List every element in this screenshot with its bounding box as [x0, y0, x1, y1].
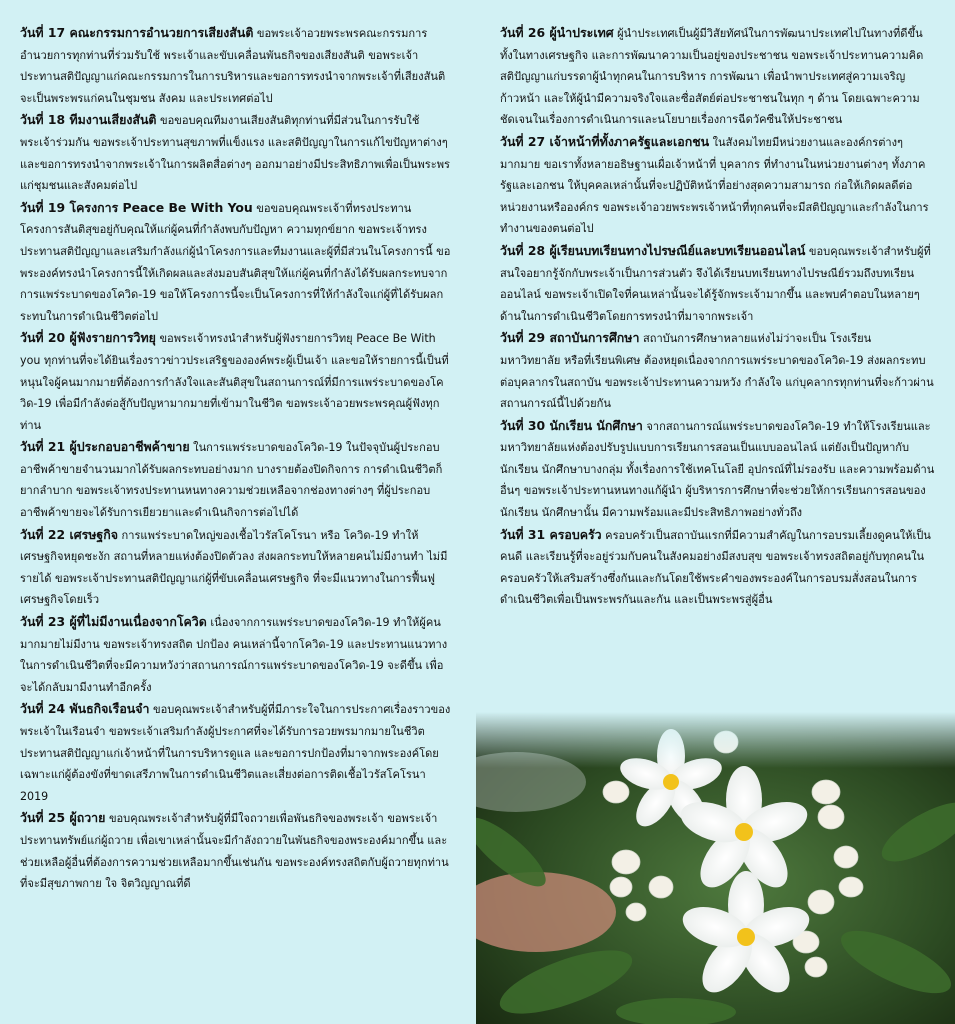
prayer-entry-23 [20, 611, 452, 698]
entry-heading: วันที่ 17 คณะกรรมการอำนวยการเสียงสันติ [20, 25, 254, 40]
prayer-entry-30 [500, 415, 935, 524]
prayer-entry-17 [20, 22, 452, 109]
entry-heading: วันที่ 24 พันธกิจเรือนจำ [20, 701, 150, 717]
entry-text: ครอบครัวเป็นสถาบันแรกที่มีความสำคัญในการอบรมเลี้ยงดูคนให้เป็นคนดี และเรียนรู้ที่จะอยู่ร่วมกับคนในสังคมอย่างมีสงบสุข ขอพระเจ้าทรงสถิตอยู่กับทุกคนในครอบครัวให้เสริมสร้างซึ่งกันและกันโดยใช้พระคำของพระองค์ในการอบรมสั่งสอนในการดำเนินชีวิตเพื่อเป็นพระพรกันและกัน และเป็นพระพรสู่ผู้อื่น [500, 528, 931, 607]
entry-heading: วันที่ 28 ผู้เรียนบทเรียนทางไปรษณีย์และบทเรียนออนไลน์ [500, 242, 806, 258]
entry-text: ผู้นำประเทศเป็นผู้มีวิสัยทัศน์ในการพัฒนาประเทศไปในทางที่ดีขึ้น ทั้งในทางเศรษฐกิจ และการพัฒนาความเป็นอยู่ของประชาชน ขอพระเจ้าประทานความคิด สติปัญญาแก่บรรดาผู้นำทุกคนในการบริหาร การพัฒนา เพื่อนำพาประเทศสู่ความเจริญก้าวหน้า และให้ผู้นำมีความจริงใจและซื่อสัตย์ต่อประชาชนในทุก ๆ ด้าน โดยเฉพาะความชัดเจนในเรื่องการดำเนินการและนโยบายเรื่องการฉีดวัคซีนให้ประชาชน [500, 27, 924, 127]
entry-text: ขอบคุณพระเจ้าสำหรับผู้ที่มีภาระใจในการประกาศเรื่องราวของพระเจ้าในเรือนจำ ขอพระเจ้าเสริมกำลังผู้ประกาศที่จะได้รับการอวยพรมากมายในชีวิต ประทานสติปัญญาแก่เจ้าหน้าที่ในการบริหารดูแล และขอการปกป้องที่มาจากพระองค์โดยเฉพาะแก่ผู้ต้องขังที่ขาดเสรีภาพในการดำเนินชีวิตและเสี่ยงต่อการติดเชื้อไวรัสโคโรนา 2019 [20, 703, 451, 803]
white-flowers-photo [476, 712, 955, 1024]
prayer-entry-19 [20, 197, 452, 328]
entry-heading: วันที่ 21 ผู้ประกอบอาชีพค้าขาย [20, 439, 190, 455]
entry-heading: วันที่ 18 ทีมงานเสียงสันติ [20, 112, 157, 128]
entry-heading: วันที่ 22 เศรษฐกิจ [20, 526, 118, 542]
entry-text: ขอบคุณพระเจ้าสำหรับผู้ที่สนใจอยากรู้จักกับพระเจ้าเป็นการส่วนตัว จึงได้เรียนบทเรียนทางไปรษณีย์รวมถึงบทเรียนออนไลน์ ขอพระเจ้าเปิดใจที่คนเหล่านั้นจะได้รู้จักพระเจ้ามากขึ้น และพบคำตอบในหลายๆ ด้านในการดำเนินชีวิตโดยการทรงนำที่มาจากพระเจ้า [500, 244, 931, 323]
right-column [500, 22, 935, 611]
entry-heading: วันที่ 26 ผู้นำประเทศ [500, 25, 614, 40]
prayer-entry-29 [500, 327, 935, 414]
entry-text: ขอขอบคุณพระเจ้าที่ทรงประทานโครงการสันติสุขอยู่กับคุณให้แก่ผู้คนที่กำลังพบกับปัญหา ความทุกข์ยาก ขอพระเจ้าทรงประทานสติปัญญาและเสริมกำลังแก่ผู้นำโครงการและทีมงานและผู้ที่มีส่วนในโครงการนี้ ขอพระองค์ทรงนำโครงการนี้ให้เกิดผลและส่งมอบสันติสุขให้แก่ผู้คนที่กำลังได้รับผลกระทบจากการแพร่ระบาดของโควิด-19 ขอให้โครงการนี้จะเป็นโครงการที่ให้กำลังใจแก่ผู้ที่ได้รับผลกระทบในการดำเนินชีวิตต่อไป [20, 201, 451, 323]
entry-heading: วันที่ 31 ครอบครัว [500, 526, 602, 542]
entry-heading: วันที่ 27 เจ้าหน้าที่ทั้งภาครัฐและเอกชน [500, 133, 710, 149]
entry-heading: วันที่ 29 สถาบันการศึกษา [500, 330, 640, 346]
entry-text: การแพร่ระบาดใหญ่ของเชื้อไวรัสโคโรนา หรือ โควิด-19 ทำให้เศรษฐกิจหยุดชะงัก สถานที่หลายแห่งต้องปิดตัวลง ส่งผลกระทบให้หลายคนไม่มีงานทำ ไม่มีรายได้ ขอพระเจ้าประทานสติปัญญาแก่ผู้ที่ขับเคลื่อนเศรษฐกิจ ที่จะมีแนวทางในการฟื้นฟูเศรษฐกิจโดยเร็ว [20, 528, 448, 607]
prayer-entry-24 [20, 698, 452, 807]
left-column [20, 22, 452, 895]
entry-text: ขอบคุณพระเจ้าสำหรับผู้ที่มีใจถวายเพื่อพันธกิจของพระเจ้า ขอพระเจ้าประทานทรัพย์แก่ผู้ถวาย เพื่อเขาเหล่านั้นจะมีกำลังถวายในพันธกิจของพระองค์มากขึ้น และช่วยเหลือผู้อื่นที่ต้องการความช่วยเหลือมากขึ้นเช่นกัน ขอพระองค์ทรงสถิตกับผู้ถวายทุกท่านที่จะมีสุขภาพกาย ใจ จิตวิญญาณที่ดี [20, 812, 449, 891]
flowers-illustration [476, 712, 955, 1024]
entry-heading: วันที่ 25 ผู้ถวาย [20, 810, 106, 826]
entry-text: จากสถานการณ์แพร่ระบาดของโควิด-19 ทำให้โรงเรียนและมหาวิทยาลัยแห่งต้องปรับรูปแบบการเรียนการสอนเป็นแบบออนไลน์ แต่ยังเป็นปัญหากับนักเรียน นักศึกษาบางกลุ่ม ทั้งเรื่องการใช้เทคโนโลยี อุปกรณ์ที่ไม่รองรับ และความพร้อมด้านอื่นๆ ขอพระเจ้าประทานหนทางแก้ผู้นำ ผู้บริหารการศึกษาที่จะช่วยให้การเรียนการสอนของนักเรียน นักศึกษานั้น มีความพร้อมและมีประสิทธิภาพอย่างทั่วถึง [500, 419, 935, 520]
entry-heading: วันที่ 30 นักเรียน นักศึกษา [500, 417, 643, 433]
entry-text: สถาบันการศึกษาหลายแห่งไม่ว่าจะเป็น โรงเรียน มหาวิทยาลัย หรือที่เรียนพิเศษ ต้องหยุดเนื่องจากการแพร่ระบาดของโควิด-19 ส่งผลกระทบต่อบุคลากรในสถาบัน ขอพระเจ้าประทานความหวัง กำลังใจ แก่บุคลากรทุกท่านที่จะก้าวผ่านสถานการณ์นี้ไปด้วยกัน [500, 332, 934, 411]
entry-text: ขอพระเจ้าทรงนำสำหรับผู้ฟังรายการวิทยุ Peace Be With you ทุกท่านที่จะได้ยินเรื่องราวข่าวประเสริฐขององค์พระผู้เป็นเจ้า และขอให้รายการนี้เป็นที่หนุนใจผู้คนมากมายที่ต้องการกำลังใจและสันติสุขในสถานการณ์ที่มีการแพร่ระบาดของโควิด-19 เพื่อมีกำลังต่อสู้กับปัญหามากมายที่เข้ามาในชีวิต ขอพระเจ้าอวยพระพรคุณผู้ฟังทุกท่าน [20, 332, 449, 432]
prayer-entry-18 [20, 109, 452, 196]
prayer-entry-28 [500, 240, 935, 327]
prayer-entry-20 [20, 327, 452, 436]
entry-heading: วันที่ 23 ผู้ที่ไม่มีงานเนื่องจากโควิด [20, 614, 207, 630]
entry-text: ในการแพร่ระบาดของโควิด-19 ในปัจจุบันผู้ประกอบอาชีพค้าขายจำนวนมากได้รับผลกระทบอย่างมาก บางรายต้องปิดกิจการ การดำเนินชีวิตก็ยากลำบาก ขอพระเจ้าทรงประทานหนทางความช่วยเหลือจากช่องทางต่างๆ ที่ผู้ประกอบอาชีพค้าขายจะได้รับการเยียวยาและดำเนินกิจการต่อไปได้ [20, 441, 443, 520]
entry-text: เนื่องจากการแพร่ระบาดของโควิด-19 ทำให้ผู้คนมากมายไม่มีงาน ขอพระเจ้าทรงสถิต ปกป้อง คนเหล่านี้จากโควิด-19 และประทานแนวทางในการดำเนินชีวิตที่จะมีความหวังว่าสถานการณ์การแพร่ระบาดของโควิด-19 จะดีขึ้น เพื่อจะได้กลับมามีงานทำอีกครั้ง [20, 616, 448, 694]
entry-text: ขอพระเจ้าอวยพระพรคณะกรรมการอำนวยการทุกท่านที่ร่วมรับใช้ พระเจ้าและขับเคลื่อนพันธกิจของเสียงสันติ ขอพระเจ้าประทานสติปัญญาแก่คณะกรรมการในการบริหารและขอการทรงนำจากพระเจ้าที่เสียงสันติจะเป็นพระพรแก่คนในชุมชน สังคม และประเทศต่อไป [20, 27, 446, 105]
prayer-entry-21 [20, 436, 452, 523]
prayer-entry-26 [500, 22, 935, 131]
prayer-entry-25 [20, 807, 452, 894]
prayer-entry-27 [500, 131, 935, 240]
entry-text: ในสังคมไทยมีหน่วยงานและองค์กรต่างๆ มากมาย ขอเราทั้งหลายอธิษฐานเผื่อเจ้าหน้าที่ บุคลากร ที่ทำงานในหน่วยงานต่างๆ ทั้งภาครัฐและเอกชน ให้บุคคลเหล่านั้นที่จะปฏิบัติหน้าที่อย่างสุดความสามารถ ก่อให้เกิดผลดีต่อหน่วยงานหรือองค์กร ขอพระเจ้าอวยพระพรเจ้าหน้าที่ทุกคนที่จะมีสติปัญญาและกำลังในการทำงานของตนต่อไป [500, 135, 929, 236]
prayer-entry-31 [500, 524, 935, 611]
entry-heading: วันที่ 19 โครงการ Peace Be With You [20, 199, 253, 215]
entry-text: ขอขอบคุณทีมงานเสียงสันติทุกท่านที่มีส่วนในการรับใช้พระเจ้าร่วมกัน ขอพระเจ้าประทานสุขภาพที่แข็งแรง และสติปัญญาในการแก้ไขปัญหาต่างๆ และขอการทรงนำจากพระเจ้าในการผลิตสื่อต่างๆ ออกมาอย่างมีประสิทธิภาพเพื่อเป็นพระพรแก่ชุมชนและสังคมต่อไป [20, 114, 450, 193]
entry-heading: วันที่ 20 ผู้ฟังรายการวิทยุ [20, 330, 156, 346]
prayer-entry-22 [20, 524, 452, 611]
